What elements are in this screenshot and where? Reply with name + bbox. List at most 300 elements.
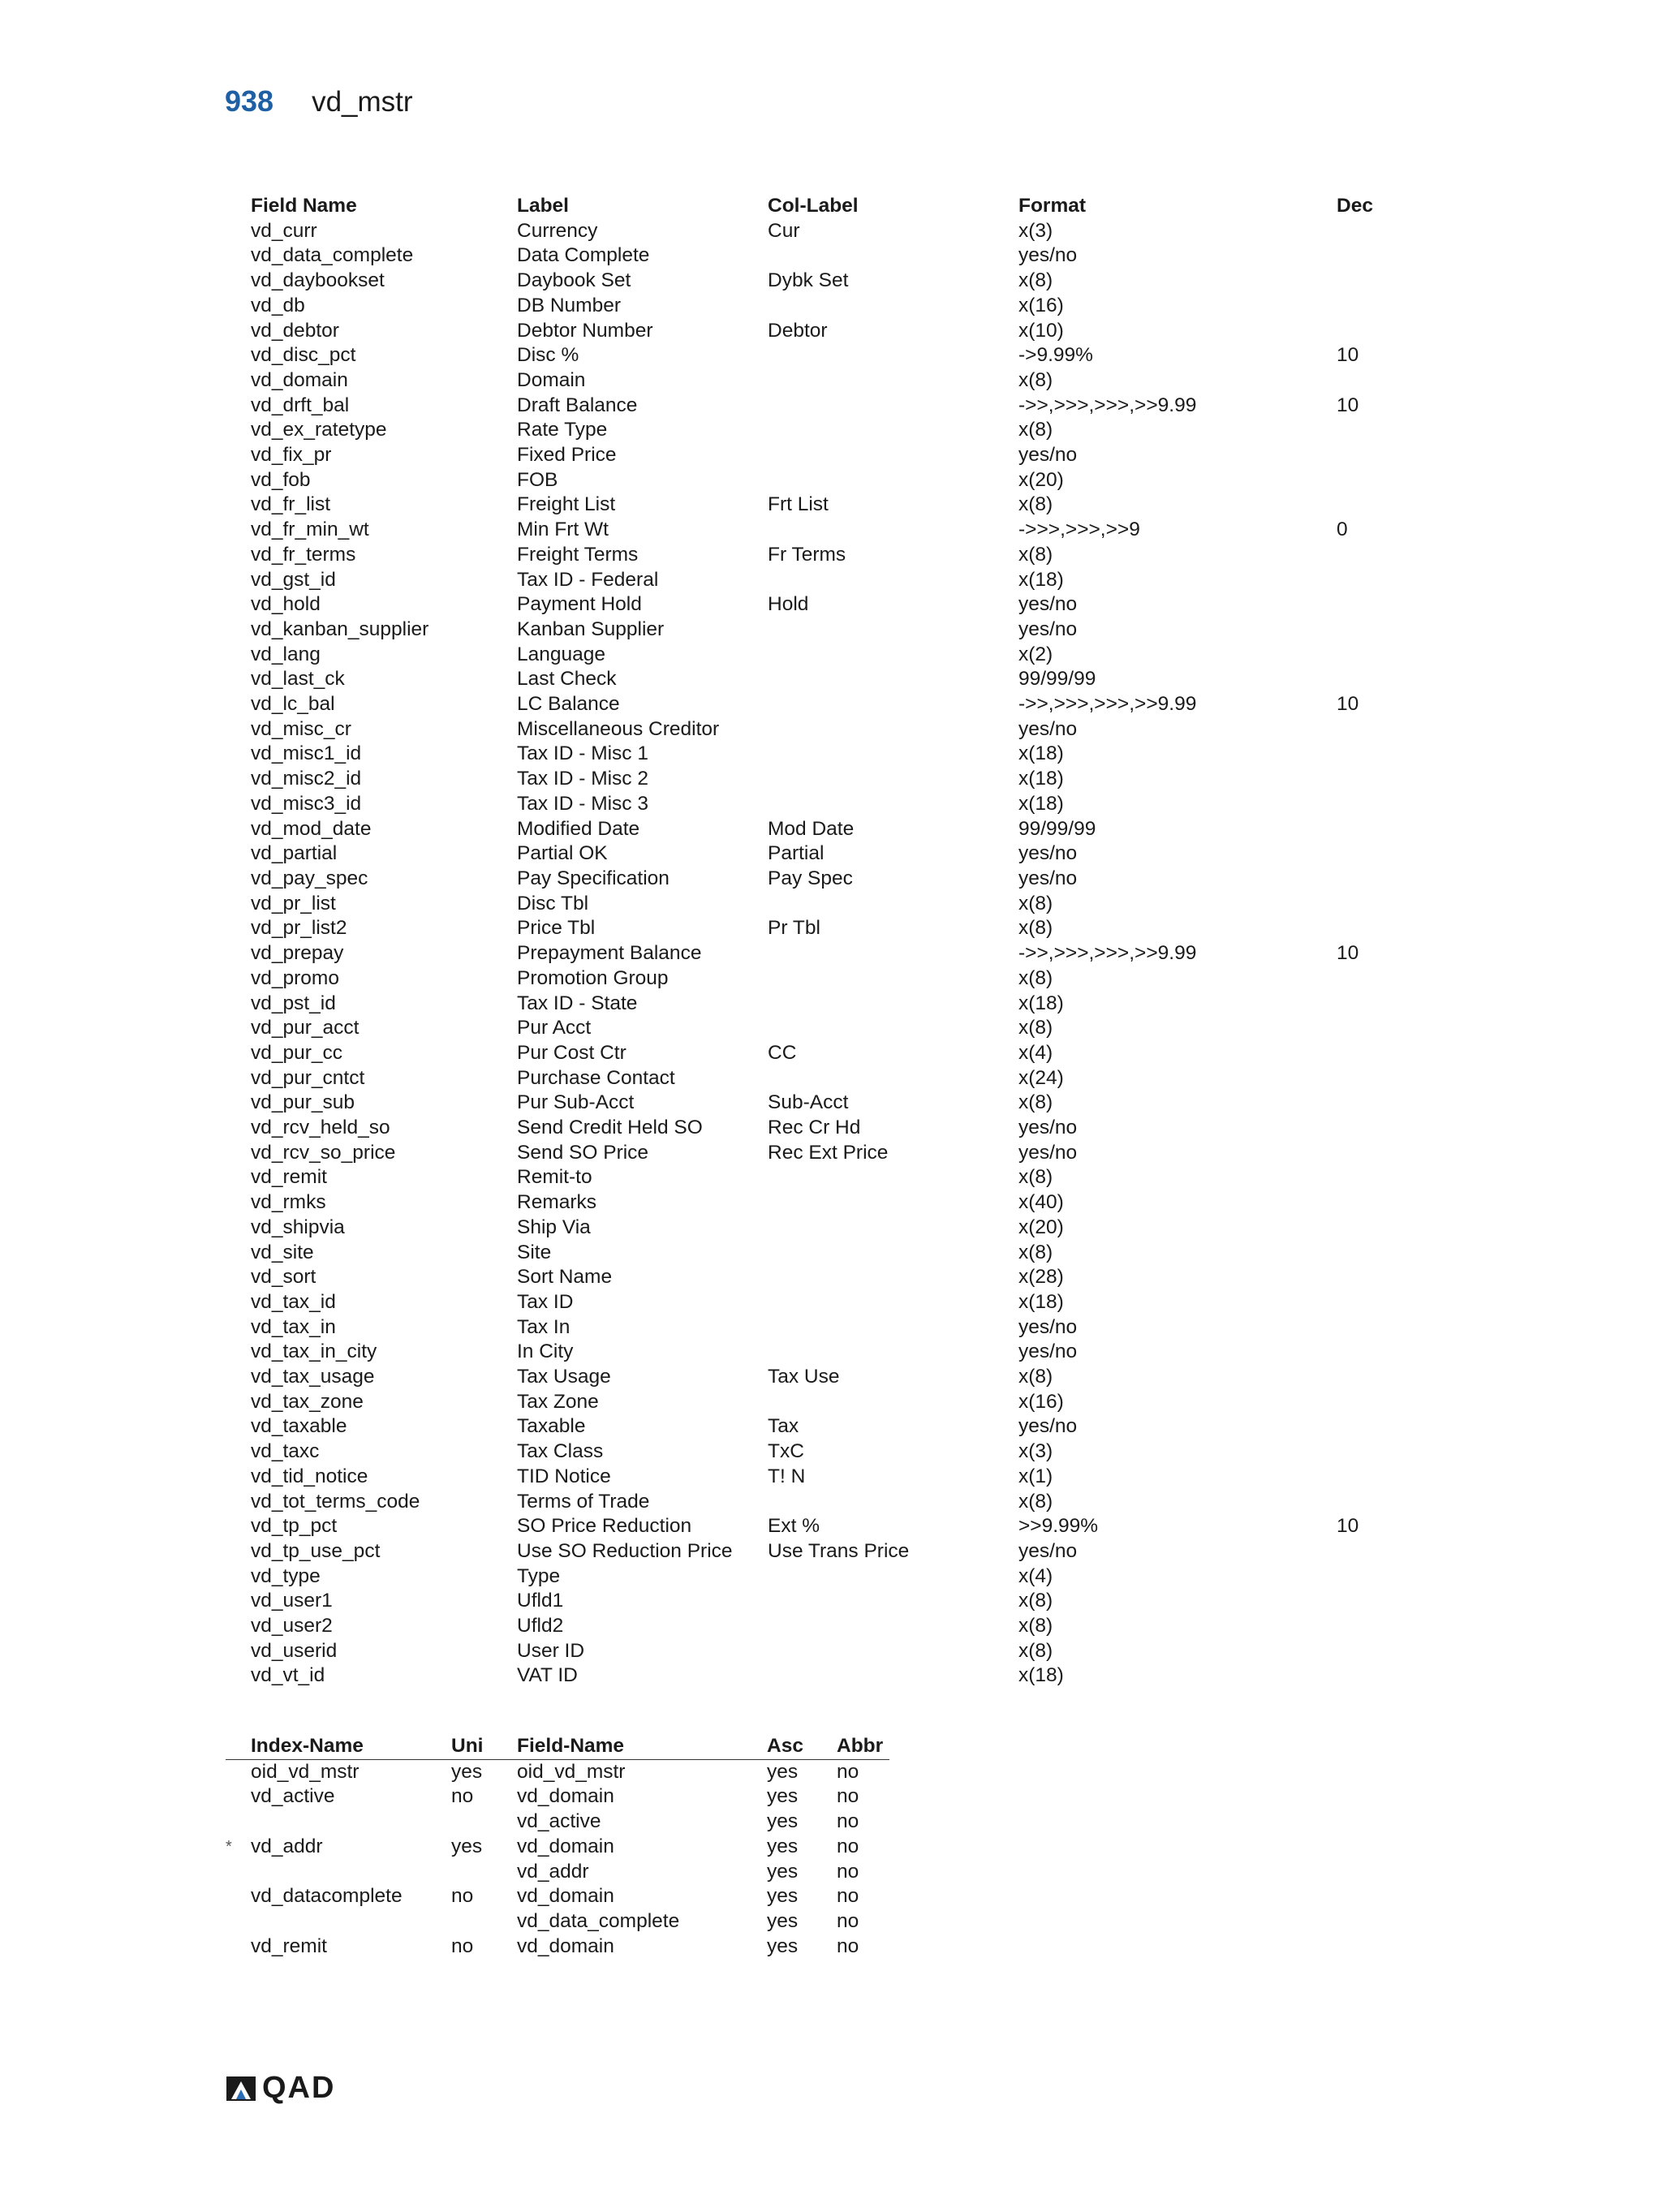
table-row [251, 966, 1402, 992]
column-header: Asc [767, 1734, 837, 1759]
field-name-cell: vd_ex_ratetype [251, 419, 387, 441]
format-cell: x(2) [1018, 643, 1053, 665]
label-cell: Pur Sub-Acct [517, 1091, 635, 1114]
dec-cell [1337, 418, 1402, 443]
table-row [251, 243, 1402, 269]
format-cell: x(8) [1018, 1017, 1053, 1039]
dec-cell [1337, 643, 1402, 668]
label-cell: Ufld2 [517, 1615, 564, 1637]
format-cell: yes/no [1018, 842, 1078, 865]
dec-cell [1337, 992, 1402, 1017]
index-name-cell [251, 1909, 451, 1934]
table-row [251, 841, 1402, 867]
field-name-cell: vd_prepay [251, 942, 344, 965]
field-name-cell: vd_curr [251, 219, 317, 242]
ascending-cell: yes [767, 1835, 799, 1857]
col-label-cell: T! N [768, 1465, 806, 1487]
format-cell: x(8) [1018, 1490, 1053, 1513]
ascending-cell: yes [767, 1760, 799, 1783]
label-cell: Taxable [517, 1415, 586, 1438]
table-row [251, 1639, 1402, 1664]
table-row [251, 1165, 1402, 1190]
field-name-cell: vd_lang [251, 643, 321, 665]
field-name-cell: vd_shipvia [251, 1216, 345, 1238]
format-cell: x(18) [1018, 992, 1064, 1014]
dec-cell [1337, 817, 1402, 842]
dec-cell [1337, 767, 1402, 792]
field-table-body [251, 219, 1402, 1689]
label-cell: User ID [517, 1639, 585, 1662]
label-cell: Language [517, 643, 606, 665]
dec-cell: 10 [1337, 1515, 1359, 1538]
col-label-cell [768, 1490, 1018, 1515]
table-row [251, 394, 1402, 419]
col-label-cell [768, 1016, 1018, 1041]
col-label-cell: Tax [768, 1415, 799, 1438]
table-row [251, 1614, 1402, 1639]
unique-cell: no [451, 1885, 474, 1908]
label-cell: Purchase Contact [517, 1066, 675, 1089]
label-cell: Tax ID - Misc 2 [517, 768, 648, 790]
label-cell: Site [517, 1241, 552, 1263]
format-cell: x(1) [1018, 1465, 1053, 1487]
field-name-cell: vd_kanban_supplier [251, 618, 429, 640]
format-cell: x(18) [1018, 568, 1064, 591]
format-cell: x(8) [1018, 543, 1053, 566]
col-label-cell: Fr Terms [768, 543, 846, 566]
col-label-cell [768, 1663, 1018, 1689]
column-header: Label [517, 195, 569, 217]
table-row [251, 1091, 1402, 1116]
label-cell: Domain [517, 368, 586, 391]
format-cell: x(3) [1018, 219, 1053, 242]
dec-cell [1337, 916, 1402, 941]
field-name-cell: vd_last_ck [251, 668, 345, 691]
label-cell: Last Check [517, 668, 617, 691]
qad-logo [225, 2071, 335, 2106]
field-name-cell: vd_debtor [251, 319, 339, 342]
format-cell: ->>,>>>,>>>,>>9.99 [1018, 942, 1197, 965]
label-cell: LC Balance [517, 693, 620, 716]
table-row [251, 618, 1402, 643]
table-row [251, 294, 1402, 319]
dec-cell [1337, 319, 1402, 344]
dec-cell [1337, 1141, 1402, 1166]
label-cell: Payment Hold [517, 593, 642, 616]
label-cell: Tax ID - Misc 3 [517, 792, 648, 815]
format-cell: x(3) [1018, 1440, 1053, 1463]
abbreviated-cell: no [837, 1760, 859, 1783]
field-name-cell: vd_data_complete [251, 244, 414, 267]
field-name-cell: vd_domain [251, 368, 348, 391]
index-table-body [226, 1759, 889, 1959]
label-cell: Rate Type [517, 419, 608, 441]
dec-cell [1337, 1041, 1402, 1066]
index-field-name-cell: vd_active [517, 1810, 601, 1833]
format-cell: x(18) [1018, 742, 1064, 765]
dec-cell [1337, 1091, 1402, 1116]
index-field-name-cell: vd_domain [517, 1934, 614, 1957]
column-header: Abbr [837, 1734, 889, 1759]
field-name-cell: vd_type [251, 1564, 321, 1587]
table-row [251, 468, 1402, 493]
dec-cell [1337, 1315, 1402, 1341]
format-cell: x(8) [1018, 966, 1053, 989]
field-name-cell: vd_pst_id [251, 992, 336, 1014]
label-cell: TID Notice [517, 1465, 611, 1487]
index-table [226, 1734, 889, 1959]
label-cell: VAT ID [517, 1664, 578, 1687]
label-cell: Tax Zone [517, 1390, 599, 1413]
field-name-cell: vd_pur_cc [251, 1041, 343, 1064]
col-label-cell: Cur [768, 219, 800, 242]
col-label-cell: Ext % [768, 1515, 820, 1538]
label-cell: Tax Class [517, 1440, 604, 1463]
label-cell: Disc % [517, 344, 579, 367]
dec-cell [1337, 1216, 1402, 1241]
col-label-cell: Pay Spec [768, 867, 853, 889]
col-label-cell [768, 742, 1018, 767]
table-row [251, 443, 1402, 468]
table-row [251, 1340, 1402, 1365]
label-cell: Use SO Reduction Price [517, 1539, 733, 1562]
dec-cell [1337, 443, 1402, 468]
col-label-cell: CC [768, 1041, 797, 1064]
field-name-cell: vd_pur_acct [251, 1017, 360, 1039]
primary-index-marker [226, 1759, 251, 1784]
table-row [251, 941, 1402, 966]
format-cell: yes/no [1018, 244, 1078, 267]
primary-index-marker [226, 1934, 251, 1960]
field-name-cell: vd_hold [251, 593, 321, 616]
index-field-name-cell: vd_data_complete [517, 1909, 680, 1932]
col-label-cell [768, 394, 1018, 419]
format-cell: 99/99/99 [1018, 817, 1096, 840]
table-row [251, 1190, 1402, 1216]
col-label-cell [768, 1340, 1018, 1365]
dec-cell [1337, 368, 1402, 394]
format-cell: yes/no [1018, 867, 1078, 889]
dec-cell [1337, 867, 1402, 892]
dec-cell [1337, 294, 1402, 319]
table-row [251, 667, 1402, 692]
col-label-cell [768, 992, 1018, 1017]
label-cell: Freight Terms [517, 543, 639, 566]
field-name-cell: vd_pur_cntct [251, 1066, 365, 1089]
table-row [251, 1066, 1402, 1091]
col-label-cell: Partial [768, 842, 825, 865]
table-row [251, 742, 1402, 767]
table-row [226, 1884, 889, 1909]
field-name-cell: vd_misc2_id [251, 768, 362, 790]
format-cell: yes/no [1018, 1141, 1078, 1164]
table-row [251, 717, 1402, 742]
dec-cell [1337, 1639, 1402, 1664]
field-name-cell: vd_sort [251, 1266, 316, 1289]
col-label-cell [768, 568, 1018, 593]
field-definition-table [251, 194, 1402, 1689]
field-name-cell: vd_misc3_id [251, 792, 362, 815]
format-cell: x(28) [1018, 1266, 1064, 1289]
col-label-cell: Mod Date [768, 817, 855, 840]
label-cell: Modified Date [517, 817, 640, 840]
abbreviated-cell: no [837, 1835, 859, 1857]
col-label-cell: TxC [768, 1440, 804, 1463]
table-row [251, 867, 1402, 892]
label-cell: Ship Via [517, 1216, 591, 1238]
field-name-cell: vd_fr_terms [251, 543, 356, 566]
col-label-cell [768, 1165, 1018, 1190]
format-cell: x(8) [1018, 419, 1053, 441]
format-cell: x(8) [1018, 1091, 1053, 1114]
label-cell: In City [517, 1341, 574, 1363]
label-cell: Tax ID - Misc 1 [517, 742, 648, 765]
unique-cell [451, 1860, 517, 1885]
field-name-cell: vd_fr_list [251, 493, 331, 516]
table-row [251, 592, 1402, 618]
ascending-cell: yes [767, 1860, 799, 1883]
table-row [226, 1810, 889, 1835]
format-cell: yes/no [1018, 1415, 1078, 1438]
col-label-cell [768, 1639, 1018, 1664]
field-name-cell: vd_misc1_id [251, 742, 362, 765]
label-cell: Send Credit Held SO [517, 1117, 703, 1139]
dec-cell [1337, 1539, 1402, 1564]
col-label-cell [768, 343, 1018, 368]
col-label-cell [768, 1290, 1018, 1315]
field-name-cell: vd_taxc [251, 1440, 320, 1463]
col-label-cell: Rec Ext Price [768, 1141, 889, 1164]
format-cell: x(8) [1018, 1366, 1053, 1388]
dec-cell [1337, 966, 1402, 992]
col-label-cell [768, 767, 1018, 792]
label-cell: Partial OK [517, 842, 608, 865]
dec-cell [1337, 1365, 1402, 1390]
dec-cell [1337, 1440, 1402, 1465]
table-row [251, 219, 1402, 244]
dec-cell [1337, 269, 1402, 294]
index-name-cell: vd_addr [251, 1835, 323, 1857]
label-cell: Tax ID - Federal [517, 568, 659, 591]
label-cell: Min Frt Wt [517, 519, 609, 541]
table-row [251, 892, 1402, 917]
col-label-cell [768, 667, 1018, 692]
ascending-cell: yes [767, 1885, 799, 1908]
format-cell: yes/no [1018, 618, 1078, 640]
label-cell: Tax ID [517, 1290, 574, 1313]
unique-cell: yes [451, 1760, 483, 1783]
label-cell: Remit-to [517, 1166, 592, 1189]
field-name-cell: vd_site [251, 1241, 314, 1263]
field-name-cell: vd_tid_notice [251, 1465, 368, 1487]
format-cell: yes/no [1018, 717, 1078, 740]
table-row [226, 1759, 889, 1784]
label-cell: Disc Tbl [517, 892, 589, 914]
table-row [251, 1663, 1402, 1689]
field-name-cell: vd_mod_date [251, 817, 372, 840]
format-cell: x(24) [1018, 1066, 1064, 1089]
field-name-cell: vd_tax_zone [251, 1390, 364, 1413]
table-row [251, 1365, 1402, 1390]
dec-cell [1337, 1614, 1402, 1639]
field-name-cell: vd_fr_min_wt [251, 519, 369, 541]
dec-cell: 10 [1337, 942, 1359, 965]
ascending-cell: yes [767, 1909, 799, 1932]
format-cell: x(8) [1018, 368, 1053, 391]
dec-cell [1337, 1490, 1402, 1515]
format-cell: x(40) [1018, 1191, 1064, 1214]
label-cell: Data Complete [517, 244, 650, 267]
label-cell: Tax Usage [517, 1366, 611, 1388]
field-name-cell: vd_tax_in_city [251, 1341, 377, 1363]
dec-cell [1337, 592, 1402, 618]
index-name-cell: vd_datacomplete [251, 1885, 403, 1908]
unique-cell [451, 1810, 517, 1835]
field-name-cell: vd_tax_usage [251, 1366, 375, 1388]
field-name-cell: vd_partial [251, 842, 338, 865]
format-cell: x(16) [1018, 1390, 1064, 1413]
format-cell: yes/no [1018, 593, 1078, 616]
table-row [251, 1539, 1402, 1564]
field-name-cell: vd_fix_pr [251, 444, 332, 467]
field-name-cell: vd_pr_list2 [251, 917, 347, 940]
table-row [251, 992, 1402, 1017]
table-row [226, 1784, 889, 1810]
col-label-cell [768, 1265, 1018, 1290]
table-row [251, 1414, 1402, 1440]
format-cell: ->>,>>>,>>>,>>9.99 [1018, 394, 1197, 416]
column-header [226, 1734, 251, 1759]
col-label-cell [768, 518, 1018, 543]
index-name-cell: vd_remit [251, 1934, 327, 1957]
field-name-cell: vd_misc_cr [251, 717, 351, 740]
dec-cell [1337, 568, 1402, 593]
col-label-cell [768, 243, 1018, 269]
dec-cell: 10 [1337, 394, 1359, 416]
dec-cell [1337, 1241, 1402, 1266]
format-cell: x(8) [1018, 1166, 1053, 1189]
table-row [251, 543, 1402, 568]
table-row [251, 368, 1402, 394]
page-title: vd_mstr [312, 86, 413, 118]
format-cell: x(20) [1018, 1216, 1064, 1238]
dec-cell [1337, 1016, 1402, 1041]
col-label-cell [768, 468, 1018, 493]
col-label-cell [768, 1190, 1018, 1216]
dec-cell: 0 [1337, 519, 1348, 541]
field-name-cell: vd_tot_terms_code [251, 1490, 420, 1513]
label-cell: Type [517, 1564, 561, 1587]
primary-index-marker [226, 1860, 251, 1885]
dec-cell [1337, 841, 1402, 867]
table-row [251, 518, 1402, 543]
label-cell: Pay Specification [517, 867, 670, 889]
format-cell: x(20) [1018, 468, 1064, 491]
field-name-cell: vd_pr_list [251, 892, 336, 914]
page-number: 938 [225, 84, 274, 118]
table-row [251, 1290, 1402, 1315]
table-row [251, 493, 1402, 518]
field-name-cell: vd_rcv_so_price [251, 1141, 396, 1164]
qad-logo-icon [225, 2075, 257, 2102]
col-label-cell [768, 892, 1018, 917]
col-label-cell: Frt List [768, 493, 829, 516]
label-cell: Terms of Trade [517, 1490, 650, 1513]
primary-index-marker [226, 1810, 251, 1835]
field-name-cell: vd_promo [251, 966, 339, 989]
field-name-cell: vd_tp_use_pct [251, 1539, 381, 1562]
table-row [251, 1564, 1402, 1590]
col-label-cell: Hold [768, 593, 809, 616]
col-label-cell [768, 618, 1018, 643]
field-name-cell: vd_db [251, 294, 305, 316]
dec-cell [1337, 1589, 1402, 1614]
table-row [251, 1315, 1402, 1341]
field-name-cell: vd_tp_pct [251, 1515, 338, 1538]
dec-cell [1337, 219, 1402, 244]
dec-cell [1337, 717, 1402, 742]
format-cell: x(18) [1018, 768, 1064, 790]
table-row [251, 767, 1402, 792]
format-cell: >>9.99% [1018, 1515, 1099, 1538]
table-row [251, 692, 1402, 717]
index-field-name-cell: vd_domain [517, 1785, 614, 1808]
label-cell: Send SO Price [517, 1141, 649, 1164]
format-cell: x(8) [1018, 493, 1053, 516]
label-cell: SO Price Reduction [517, 1515, 692, 1538]
unique-cell: no [451, 1934, 474, 1957]
dec-cell [1337, 667, 1402, 692]
unique-cell: no [451, 1785, 474, 1808]
format-cell: x(8) [1018, 892, 1053, 914]
col-label-cell [768, 692, 1018, 717]
table-row [251, 418, 1402, 443]
field-name-cell: vd_rmks [251, 1191, 326, 1214]
abbreviated-cell: no [837, 1785, 859, 1808]
label-cell: Sort Name [517, 1266, 613, 1289]
unique-cell [451, 1909, 517, 1934]
table-row [226, 1934, 889, 1960]
dec-cell [1337, 1340, 1402, 1365]
field-name-cell: vd_fob [251, 468, 311, 491]
field-name-cell: vd_disc_pct [251, 344, 356, 367]
label-cell: FOB [517, 468, 558, 491]
col-label-cell [768, 1315, 1018, 1341]
abbreviated-cell: no [837, 1934, 859, 1957]
format-cell: x(8) [1018, 1590, 1053, 1612]
table-row [251, 1016, 1402, 1041]
index-field-name-cell: vd_domain [517, 1885, 614, 1908]
col-label-cell: Sub-Acct [768, 1091, 849, 1114]
format-cell: x(8) [1018, 1615, 1053, 1637]
field-name-cell: vd_daybookset [251, 269, 385, 292]
dec-cell [1337, 1465, 1402, 1490]
abbreviated-cell: no [837, 1810, 859, 1833]
table-row [251, 1216, 1402, 1241]
table-row [251, 1041, 1402, 1066]
format-cell: ->>>,>>>,>>9 [1018, 519, 1140, 541]
dec-cell [1337, 1165, 1402, 1190]
format-cell: yes/no [1018, 1341, 1078, 1363]
field-name-cell: vd_rcv_held_so [251, 1117, 390, 1139]
table-row [251, 1141, 1402, 1166]
column-header: Field Name [251, 195, 357, 217]
label-cell: Miscellaneous Creditor [517, 717, 720, 740]
field-name-cell: vd_pay_spec [251, 867, 368, 889]
format-cell: x(16) [1018, 294, 1064, 316]
col-label-cell: Dybk Set [768, 269, 849, 292]
field-name-cell: vd_drft_bal [251, 394, 350, 416]
